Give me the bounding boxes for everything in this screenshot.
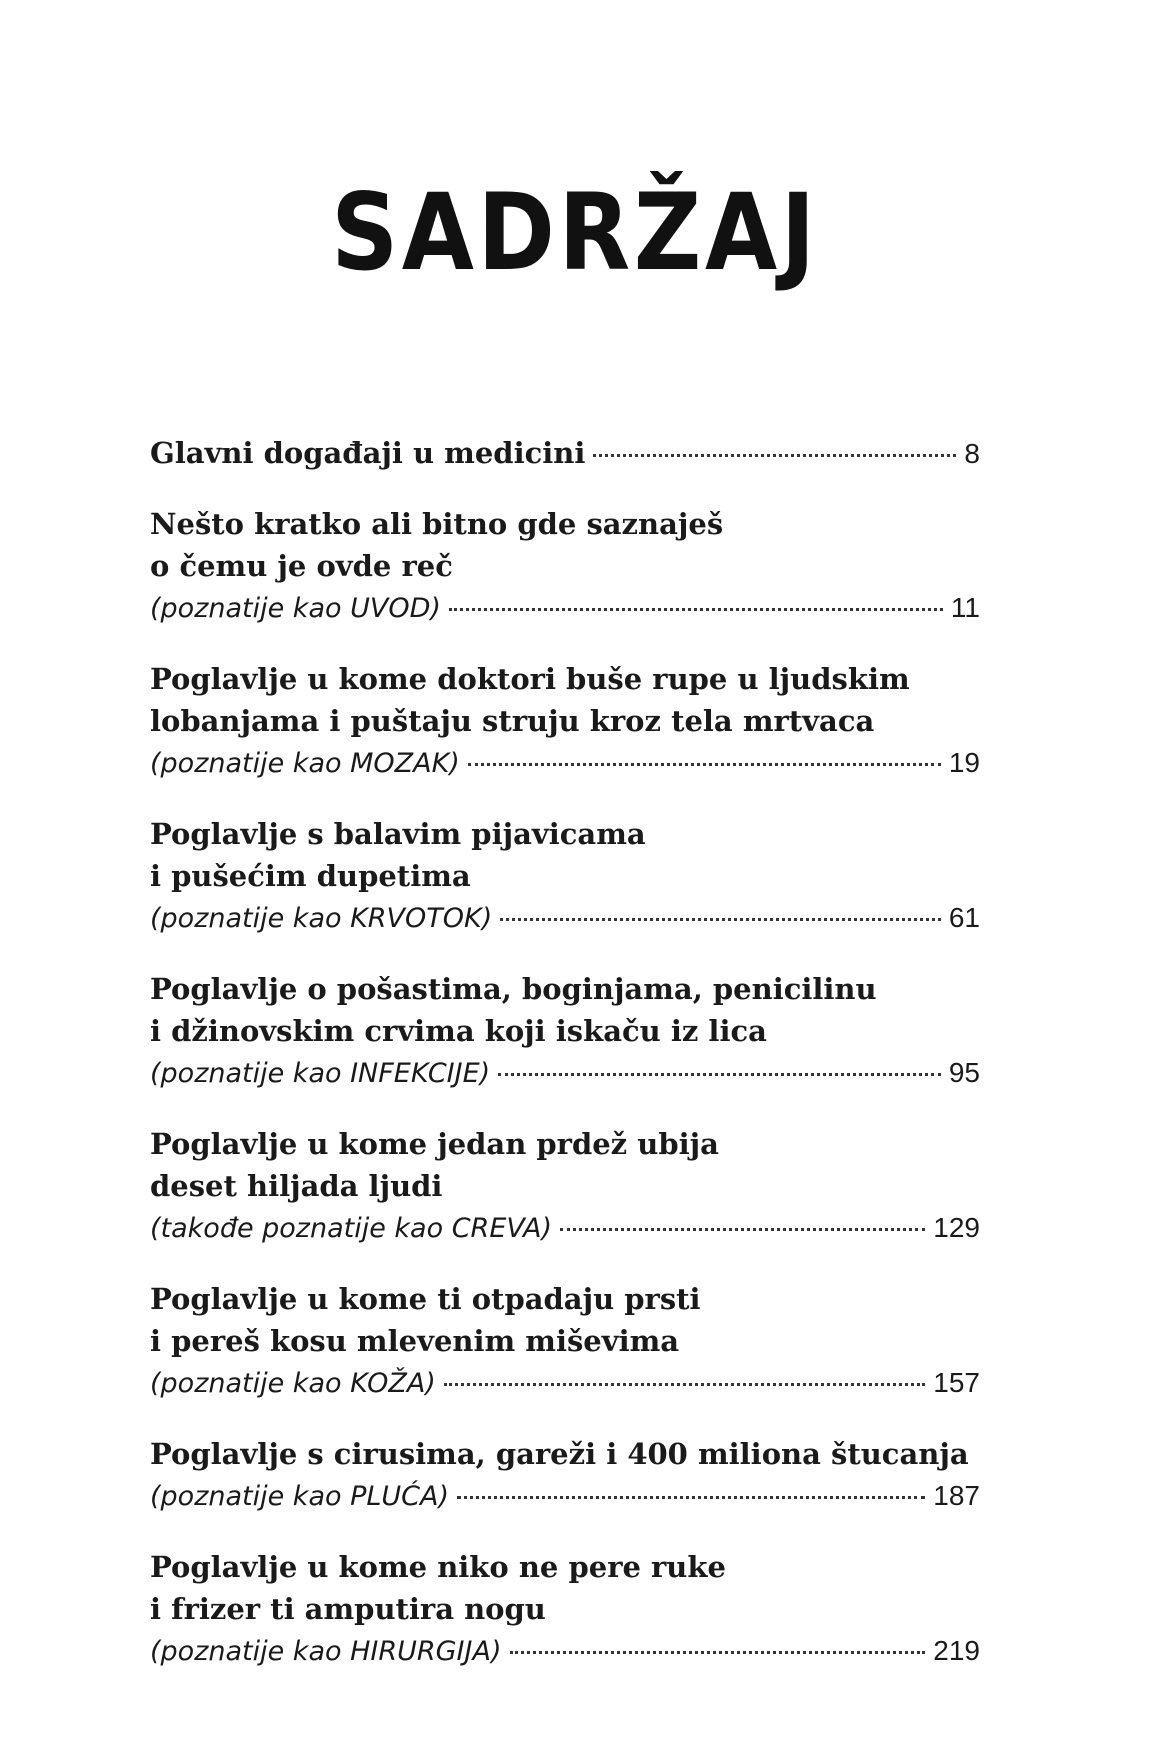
toc-entry-page-line [150,587,980,629]
toc-entry-title-line: i pušećim dupetima [150,859,471,893]
toc-entry-label: (poznatije kao HIRURGIJA) [150,1636,502,1667]
toc-entry-page-line [150,1475,980,1517]
toc-entry[interactable] [150,658,980,784]
dot-leader [500,918,941,921]
toc-entry-label: (poznatije kao KRVOTOK) [150,903,493,934]
toc-entry-title-line: Poglavlje s balavim pijavicama [150,817,646,851]
toc-entry-page-number: 187 [933,1480,980,1511]
toc-entry-title-line: o čemu je ovde reč [150,549,453,583]
toc-entry[interactable] [150,503,980,629]
dot-leader [510,1651,926,1654]
toc-entry-page-line [150,1207,980,1249]
toc-entry-title-line: Poglavlje u kome doktori buše rupe u ljudskim [150,662,910,696]
toc-entry-label: (takođe poznatije kao CREVA) [150,1213,553,1244]
toc-entry[interactable] [150,968,980,1094]
toc-entry[interactable] [150,1123,980,1249]
toc-entry-title-line: Poglavlje u kome jedan prdež ubija [150,1127,719,1161]
toc-entry-title-line: Poglavlje u kome niko ne pere ruke [150,1550,726,1584]
dot-leader [468,763,941,766]
toc-entry-page-number: 19 [948,747,980,778]
dot-leader [457,1496,925,1499]
toc-entry-page-number: 11 [950,592,980,623]
dot-leader [498,1073,941,1076]
page-title: SADRŽAJ [331,171,819,294]
toc-entry-label: (poznatije kao PLUĆA) [150,1481,450,1512]
toc-entry-page-number: 8 [964,438,980,469]
table-of-contents [150,432,980,1701]
toc-entry-page-line [150,897,980,939]
toc-entry-title-line: Poglavlje o pošastima, boginjama, penicilinu [150,972,877,1006]
toc-entry-label: (poznatije kao MOZAK) [150,748,460,779]
toc-entry-label: (poznatije kao UVOD) [150,593,441,624]
toc-entry[interactable] [150,1433,980,1517]
toc-entry-title-line: Nešto kratko ali bitno gde saznaješ [150,507,724,541]
toc-entry-title-line: i pereš kosu mlevenim miševima [150,1324,680,1358]
dot-leader [593,454,956,457]
toc-entry-title-line: i frizer ti amputira nogu [150,1592,546,1626]
dot-leader [449,608,943,611]
toc-entry-label: Glavni događaji u medicini [150,436,586,470]
toc-entry-title-line: i džinovskim crvima koji iskaču iz lica [150,1014,767,1048]
toc-entry-title-line: Poglavlje u kome ti otpadaju prsti [150,1282,701,1316]
toc-entry-page-line [150,1362,980,1404]
dot-leader [444,1383,925,1386]
toc-entry-page-number: 129 [933,1212,980,1243]
toc-entry-page-number: 61 [948,902,980,933]
toc-entry-title-line: Poglavlje s cirusima, gareži i 400 miliona štucanja [150,1437,969,1471]
toc-entry[interactable] [150,432,980,474]
toc-entry-page-number: 95 [948,1057,980,1088]
toc-entry-page-line [150,742,980,784]
toc-entry[interactable] [150,1278,980,1404]
toc-entry-page-number: 157 [933,1367,980,1398]
dot-leader [560,1228,925,1231]
toc-entry-page-line [150,1630,980,1672]
toc-entry-label: (poznatije kao KOŽA) [150,1368,436,1399]
toc-entry[interactable] [150,1546,980,1672]
toc-entry-page-number: 219 [933,1635,980,1666]
toc-entry-page-line [150,1052,980,1094]
toc-entry-title-line: deset hiljada ljudi [150,1169,443,1203]
toc-entry[interactable] [150,813,980,939]
toc-entry-label: (poznatije kao INFEKCIJE) [150,1058,491,1089]
toc-entry-page-line [150,432,980,474]
toc-entry-title-line: lobanjama i puštaju struju kroz tela mrtvaca [150,704,875,738]
